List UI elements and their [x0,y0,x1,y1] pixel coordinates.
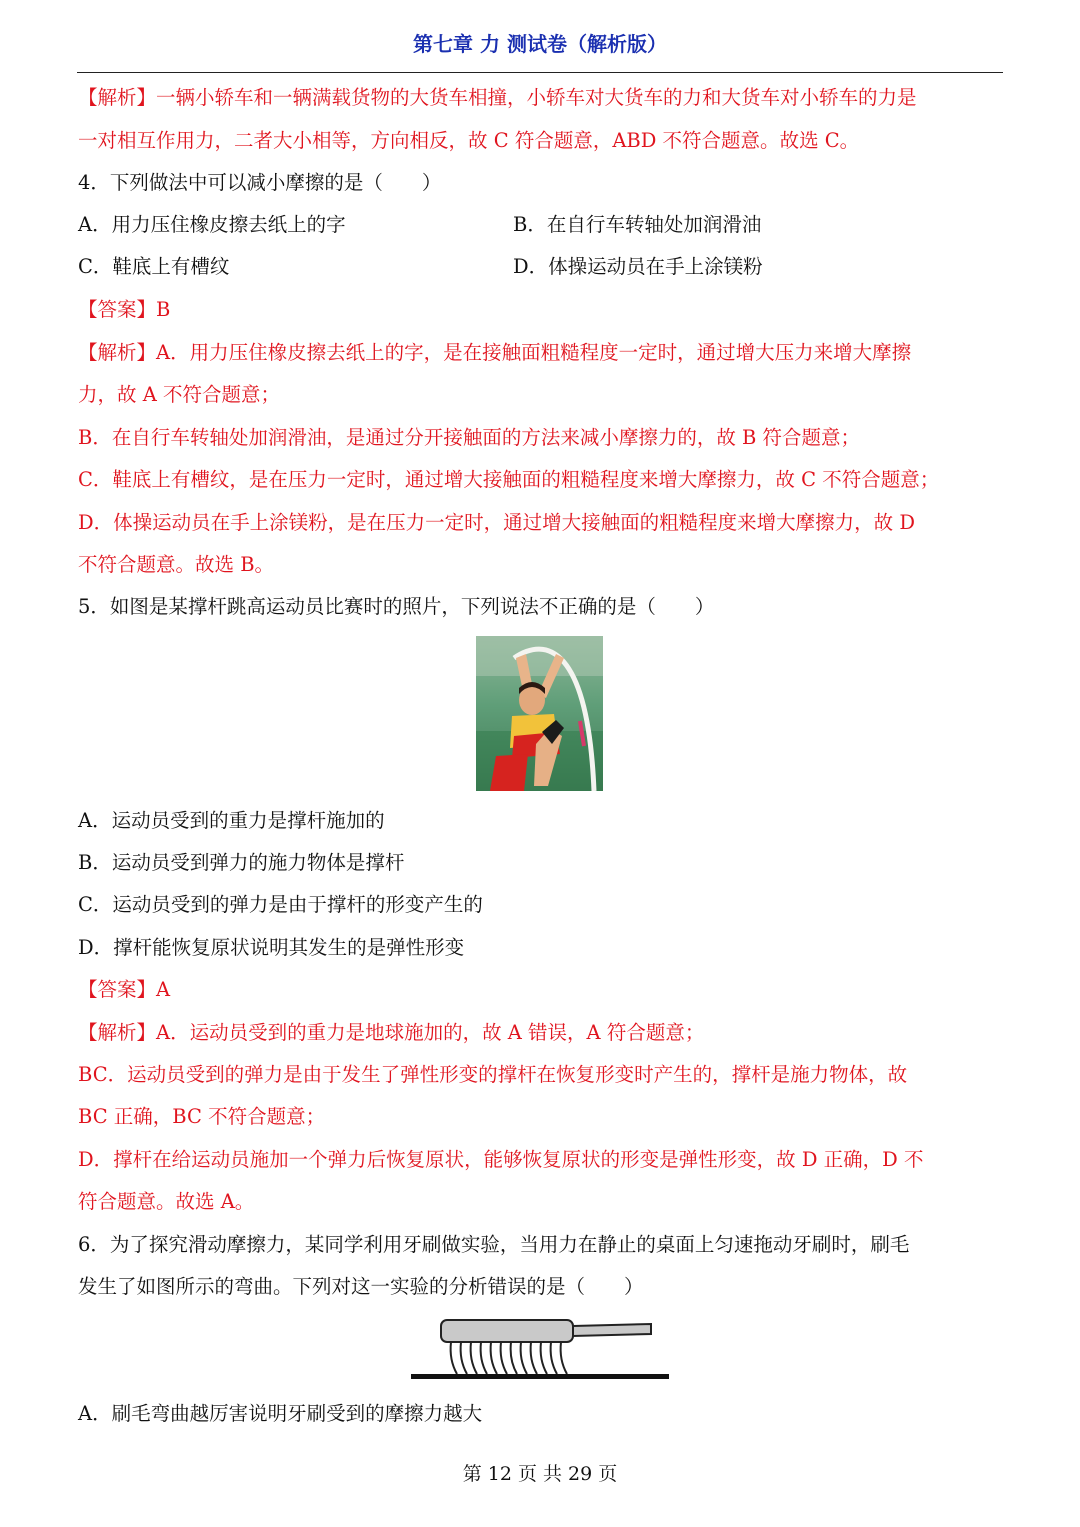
header-divider [77,72,1003,73]
q5-option-a: A．运动员受到的重力是撑杆施加的 [78,809,385,832]
q5-analysis-line-1: 【解析】A．运动员受到的重力是地球施加的，故 A 错误，A 符合题意； [78,1021,705,1044]
q3-analysis-line-2: 一对相互作用力，二者大小相等，方向相反，故 C 符合题意，ABD 不符合题意。故选 C。 [78,129,860,152]
footer-page-prefix: 第 [462,1463,482,1485]
q4-analysis-line-6: 不符合题意。故选 B。 [78,553,275,576]
q4-analysis-line-4: C．鞋底上有槽纹，是在压力一定时，通过增大接触面的粗糙程度来增大摩擦力，故 C 不符合题意； [78,468,940,491]
q5-option-c: C．运动员受到的弹力是由于撑杆的形变产生的 [78,893,483,916]
q3-analysis-line-1: 【解析】一辆小轿车和一辆满载货物的大货车相撞，小轿车对大货车的力和大货车对小轿车的力是 [78,86,917,109]
footer-mid: 页 共 [517,1463,563,1485]
q5-analysis-line-2: BC．运动员受到的弹力是由于发生了弹性形变的撑杆在恢复形变时产生的，撑杆是施力物体，故 [78,1063,908,1086]
q4-option-a: A．用力压住橡皮擦去纸上的字 [78,213,346,236]
q4-option-b: B．在自行车转轴处加润滑油 [513,213,762,236]
toothbrush-figure [405,1318,675,1388]
page-header-title: 第七章 力 测试卷（解析版） [413,32,667,56]
q6-option-a: A．刷毛弯曲越厉害说明牙刷受到的摩擦力越大 [78,1402,483,1425]
q5-analysis-line-5: 符合题意。故选 A。 [78,1190,255,1213]
q4-option-d: D．体操运动员在手上涂镁粉 [513,255,763,278]
footer-suffix: 页 [598,1463,618,1485]
footer-total-pages: 29 [568,1463,593,1485]
q5-analysis-line-3: BC 正确，BC 不符合题意； [78,1105,326,1128]
q5-option-b: B．运动员受到弹力的施力物体是撑杆 [78,851,405,874]
q4-option-c: C．鞋底上有槽纹 [78,255,230,278]
q4-analysis-line-1: 【解析】A．用力压住橡皮擦去纸上的字，是在接触面粗糙程度一定时，通过增大压力来增大摩擦 [78,341,912,364]
q5-analysis-line-4: D．撑杆在给运动员施加一个弹力后恢复原状，能够恢复原状的形变是弹性形变，故 D 正确，D 不 [78,1148,924,1171]
q5-answer: 【答案】A [78,978,171,1001]
toothbrush-diagram [405,1318,675,1384]
q5-option-d: D．撑杆能恢复原状说明其发生的是弹性形变 [78,936,465,959]
footer-page-number: 12 [487,1463,512,1485]
q6-stem-line-2: 发生了如图所示的弯曲。下列对这一实验的分析错误的是（ ） [78,1275,644,1298]
q5-stem: 5．如图是某撑杆跳高运动员比赛时的照片，下列说法不正确的是（ ） [78,595,715,618]
q4-analysis-line-2: 力，故 A 不符合题意； [78,383,280,406]
q4-stem: 4．下列做法中可以减小摩擦的是（ ） [78,171,442,194]
pole-vault-photo [476,636,603,791]
q4-analysis-line-5: D．体操运动员在手上涂镁粉，是在压力一定时，通过增大接触面的粗糙程度来增大摩擦力，故 D [78,511,915,534]
q6-stem-line-1: 6．为了探究滑动摩擦力，某同学利用牙刷做实验，当用力在静止的桌面上匀速拖动牙刷时，刷毛 [78,1233,910,1256]
q4-answer: 【答案】B [78,298,171,321]
pole-vault-athlete-illustration [476,636,603,791]
q4-analysis-line-3: B．在自行车转轴处加润滑油，是通过分开接触面的方法来减小摩擦力的，故 B 符合题意； [78,426,861,449]
page-footer [0,1461,1080,1487]
